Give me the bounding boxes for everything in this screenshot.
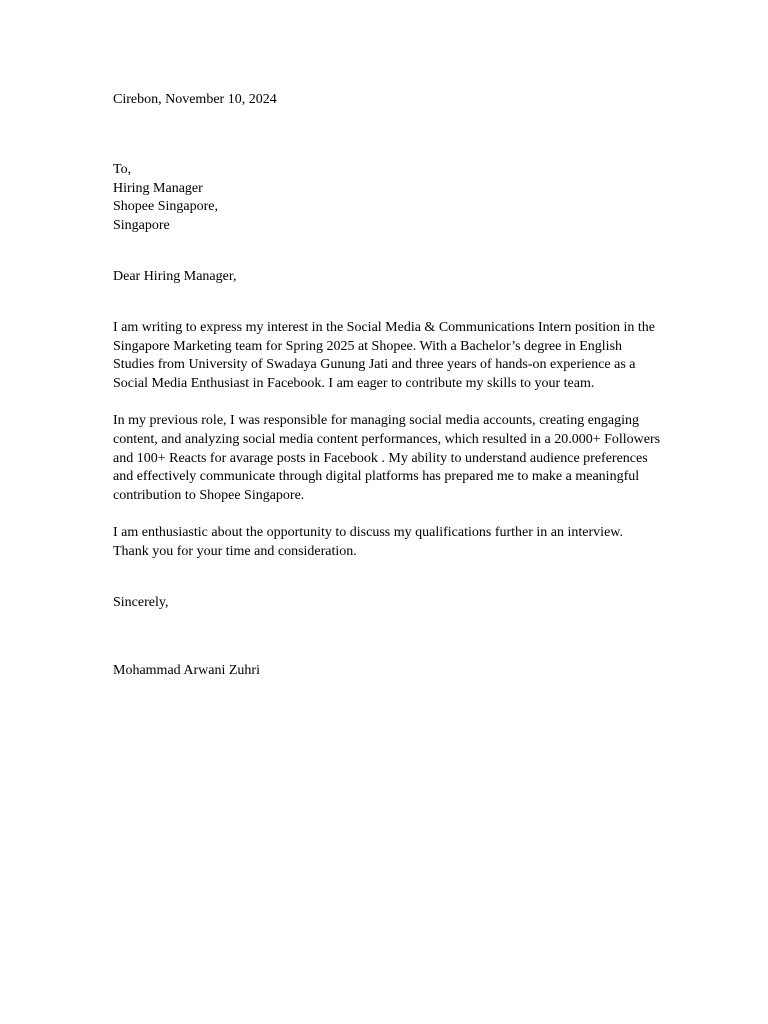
paragraph-line: Thank you for your time and consideration. <box>113 543 357 559</box>
body-paragraph <box>113 412 673 506</box>
paragraph-line: Studies from University of Swadaya Gunung Jati and three years of hands-on experience as a <box>113 357 636 373</box>
paragraph-line: In my previous role, I was responsible for managing social media accounts, creating engaging <box>113 412 640 428</box>
salutation: Dear Hiring Manager, <box>113 268 237 284</box>
recipient-line: Shopee Singapore, <box>113 199 218 215</box>
closing: Sincerely, <box>113 594 169 610</box>
letter-page <box>113 91 673 681</box>
letter-date: Cirebon, November 10, 2024 <box>113 92 277 107</box>
recipient-block <box>113 161 673 236</box>
paragraph-line: I am enthusiastic about the opportunity to discuss my qualifications further in an interview. <box>113 524 623 540</box>
paragraph-line: and 100+ Reacts for avarage posts in Facebook . My ability to understand audience preferences <box>113 450 648 466</box>
paragraph-line: and effectively communicate through digital platforms has prepared me to make a meaningful <box>113 469 640 485</box>
signature-name: Mohammad Arwani Zuhri <box>113 663 260 679</box>
paragraph-line: Social Media Enthusiast in Facebook. I am eager to contribute my skills to your team. <box>113 376 595 392</box>
body-paragraph <box>113 524 673 562</box>
recipient-line: Singapore <box>113 218 170 234</box>
body-paragraph <box>113 319 673 394</box>
paragraph-line: I am writing to express my interest in the Social Media & Communications Intern position in the <box>113 319 656 335</box>
recipient-line: Hiring Manager <box>113 180 203 196</box>
paragraph-line: contribution to Shopee Singapore. <box>113 488 305 504</box>
recipient-line: To, <box>113 161 132 177</box>
paragraph-line: Singapore Marketing team for Spring 2025 at Shopee. With a Bachelor’s degree in English <box>113 338 623 354</box>
paragraph-line: content, and analyzing social media content performances, which resulted in a 20.000+ Followers <box>113 431 661 447</box>
